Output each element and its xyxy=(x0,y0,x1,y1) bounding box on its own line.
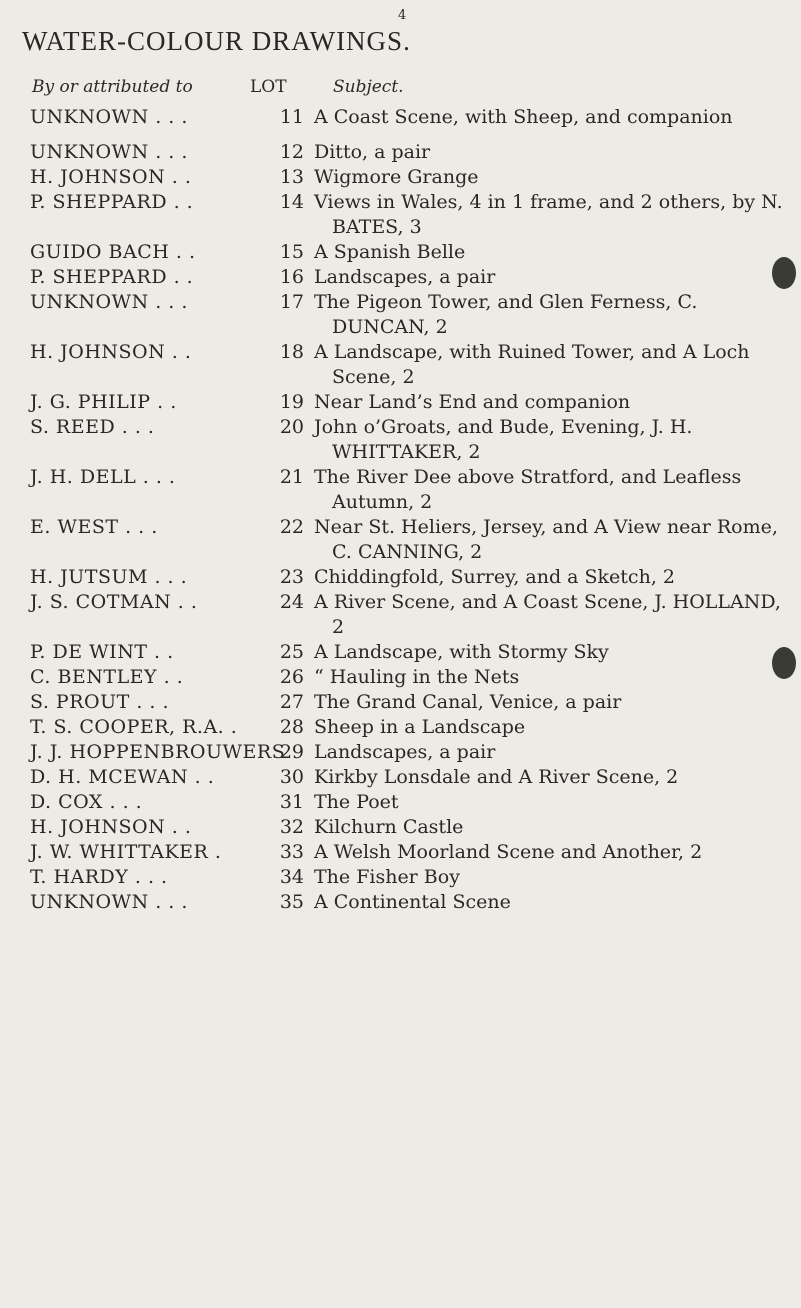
artist-name: J. S. COTMAN . . xyxy=(30,591,198,613)
artist-name: T. S. COOPER, R.A. . xyxy=(30,716,238,738)
subject-text: Ditto, a pair xyxy=(314,141,431,163)
subject-text: Kilchurn Castle xyxy=(314,816,464,838)
lot-column-header: LOT xyxy=(250,77,287,97)
catalogue-row xyxy=(0,865,801,890)
lot-number: 27 xyxy=(279,691,304,713)
catalogue-row xyxy=(0,290,801,340)
leader-dots: . . xyxy=(165,341,192,363)
subject-text: Landscapes, a pair xyxy=(314,741,496,763)
catalogue-row xyxy=(0,790,801,815)
leader-dots: . . . xyxy=(148,141,188,163)
artist-name: T. HARDY . . . xyxy=(30,866,168,888)
artist-name: D. H. MCEWAN . . xyxy=(30,766,215,788)
subject-text: The Poet xyxy=(314,791,399,813)
lot-number: 11 xyxy=(279,106,304,128)
artist-name: P. SHEPPARD . . xyxy=(30,191,194,213)
artist-name: H. JOHNSON . . xyxy=(30,816,192,838)
catalogue-row xyxy=(0,465,801,515)
subject-text: Views in Wales, 4 in 1 frame, and 2 others, by N. BATES, 3 xyxy=(314,191,783,238)
binding-hole-top xyxy=(772,257,796,289)
leader-dots: . . . xyxy=(147,566,188,588)
lot-number: 29 xyxy=(279,741,304,763)
catalogue-row xyxy=(0,415,801,465)
subject-text: A Landscape, with Stormy Sky xyxy=(314,641,609,663)
catalogue-row xyxy=(0,640,801,665)
lot-number: 12 xyxy=(279,141,304,163)
subject-text: “ Hauling in the Nets xyxy=(314,666,520,688)
lot-number: 23 xyxy=(279,566,304,588)
artist-name: E. WEST . . . xyxy=(30,516,158,538)
catalogue-row xyxy=(0,105,801,130)
artist-name: D. COX . . . xyxy=(30,791,143,813)
catalogue-row xyxy=(0,840,801,865)
subject-text: John o’Groats, and Bude, Evening, J. H. WHITTAKER, 2 xyxy=(314,416,693,463)
leader-dots: . . xyxy=(150,391,177,413)
lot-number: 20 xyxy=(279,416,304,438)
catalogue-row xyxy=(0,590,801,640)
subject-text: Near St. Heliers, Jersey, and A View near Rome, C. CANNING, 2 xyxy=(314,516,778,563)
catalogue-row xyxy=(0,265,801,290)
binding-hole-bottom xyxy=(772,647,796,679)
artist-name: UNKNOWN . . . xyxy=(30,291,188,313)
catalogue-row xyxy=(0,690,801,715)
subject-text: A Welsh Moorland Scene and Another, 2 xyxy=(314,841,703,863)
subject-text: Wigmore Grange xyxy=(314,166,479,188)
subject-column-header: Subject. xyxy=(333,77,404,97)
leader-dots: . . . xyxy=(128,866,168,888)
artist-name: UNKNOWN . . . xyxy=(30,891,188,913)
leader-dots: . . xyxy=(147,641,174,663)
lot-number: 35 xyxy=(279,891,304,913)
leader-dots: . . . xyxy=(148,106,188,128)
subject-text: The Fisher Boy xyxy=(314,866,460,888)
artist-name: J. W. WHITTAKER . xyxy=(30,841,222,863)
leader-dots: . . . xyxy=(102,791,143,813)
catalogue-row xyxy=(0,665,801,690)
lot-number: 26 xyxy=(279,666,304,688)
subject-text: Landscapes, a pair xyxy=(314,266,496,288)
artist-name: UNKNOWN . . . xyxy=(30,141,188,163)
subject-text: Kirkby Lonsdale and A River Scene, 2 xyxy=(314,766,679,788)
leader-dots: . xyxy=(224,716,238,738)
leader-dots: . . xyxy=(171,591,198,613)
leader-dots: . . . xyxy=(129,691,170,713)
artist-name: J. G. PHILIP . . xyxy=(30,391,177,413)
leader-dots: . . xyxy=(188,766,215,788)
artist-name: P. SHEPPARD . . xyxy=(30,266,194,288)
artist-name: H. JUTSUM . . . xyxy=(30,566,188,588)
lot-number: 15 xyxy=(279,241,304,263)
leader-dots: . xyxy=(208,841,222,863)
subject-text: Chiddingfold, Surrey, and a Sketch, 2 xyxy=(314,566,675,588)
catalogue-row xyxy=(0,740,801,765)
subject-text: The Pigeon Tower, and Glen Ferness, C. DUNCAN, 2 xyxy=(314,291,698,338)
catalogue-row xyxy=(0,565,801,590)
lot-number: 17 xyxy=(279,291,304,313)
page-number: 4 xyxy=(398,8,407,23)
lot-number: 28 xyxy=(279,716,304,738)
artist-name: S. REED . . . xyxy=(30,416,155,438)
catalogue-list xyxy=(0,105,801,915)
subject-text: The Grand Canal, Venice, a pair xyxy=(314,691,622,713)
lot-number: 31 xyxy=(279,791,304,813)
artist-name: UNKNOWN . . . xyxy=(30,106,188,128)
lot-number: 14 xyxy=(279,191,304,213)
leader-dots: . . . xyxy=(115,416,155,438)
catalogue-row xyxy=(0,765,801,790)
leader-dots: . . . xyxy=(148,891,188,913)
subject-text: A River Scene, and A Coast Scene, J. HOLLAND, 2 xyxy=(314,591,781,638)
row-spacer xyxy=(0,130,801,140)
catalogue-row xyxy=(0,515,801,565)
leader-dots: . . . xyxy=(136,466,176,488)
lot-number: 16 xyxy=(279,266,304,288)
catalogue-row xyxy=(0,190,801,240)
lot-number: 24 xyxy=(279,591,304,613)
lot-number: 22 xyxy=(279,516,304,538)
subject-text: Sheep in a Landscape xyxy=(314,716,526,738)
subject-text: A Coast Scene, with Sheep, and companion xyxy=(314,106,733,128)
leader-dots: . . xyxy=(165,816,192,838)
catalogue-row xyxy=(0,340,801,390)
catalogue-row xyxy=(0,890,801,915)
artist-column-header: By or attributed to xyxy=(32,77,193,97)
artist-name: C. BENTLEY . . xyxy=(30,666,184,688)
catalogue-row xyxy=(0,815,801,840)
leader-dots: . . xyxy=(169,241,196,263)
catalogue-row xyxy=(0,140,801,165)
lot-number: 32 xyxy=(279,816,304,838)
catalogue-row xyxy=(0,165,801,190)
lot-number: 21 xyxy=(279,466,304,488)
subject-text: A Landscape, with Ruined Tower, and A Loch Scene, 2 xyxy=(314,341,750,388)
catalogue-row xyxy=(0,715,801,740)
artist-name: GUIDO BACH . . xyxy=(30,241,196,263)
lot-number: 33 xyxy=(279,841,304,863)
subject-text: Near Land’s End and companion xyxy=(314,391,631,413)
catalogue-row xyxy=(0,390,801,415)
lot-number: 34 xyxy=(279,866,304,888)
artist-name: H. JOHNSON . . xyxy=(30,341,192,363)
artist-name: J. H. DELL . . . xyxy=(30,466,176,488)
lot-number: 30 xyxy=(279,766,304,788)
artist-name: J. J. HOPPENBROUWERS xyxy=(30,741,286,763)
leader-dots: . . xyxy=(165,166,192,188)
leader-dots: . . xyxy=(157,666,184,688)
leader-dots: . . xyxy=(167,191,194,213)
catalogue-row xyxy=(0,240,801,265)
lot-number: 18 xyxy=(279,341,304,363)
subject-text: A Spanish Belle xyxy=(314,241,466,263)
subject-text: A Continental Scene xyxy=(314,891,511,913)
artist-name: S. PROUT . . . xyxy=(30,691,170,713)
artist-name: P. DE WINT . . xyxy=(30,641,174,663)
leader-dots: . . . xyxy=(148,291,188,313)
page-title: WATER-COLOUR DRAWINGS. xyxy=(22,26,411,56)
lot-number: 25 xyxy=(279,641,304,663)
leader-dots: . . xyxy=(167,266,194,288)
lot-number: 13 xyxy=(279,166,304,188)
leader-dots: . . . xyxy=(118,516,158,538)
subject-text: The River Dee above Stratford, and Leafless Autumn, 2 xyxy=(314,466,742,513)
artist-name: H. JOHNSON . . xyxy=(30,166,192,188)
lot-number: 19 xyxy=(279,391,304,413)
